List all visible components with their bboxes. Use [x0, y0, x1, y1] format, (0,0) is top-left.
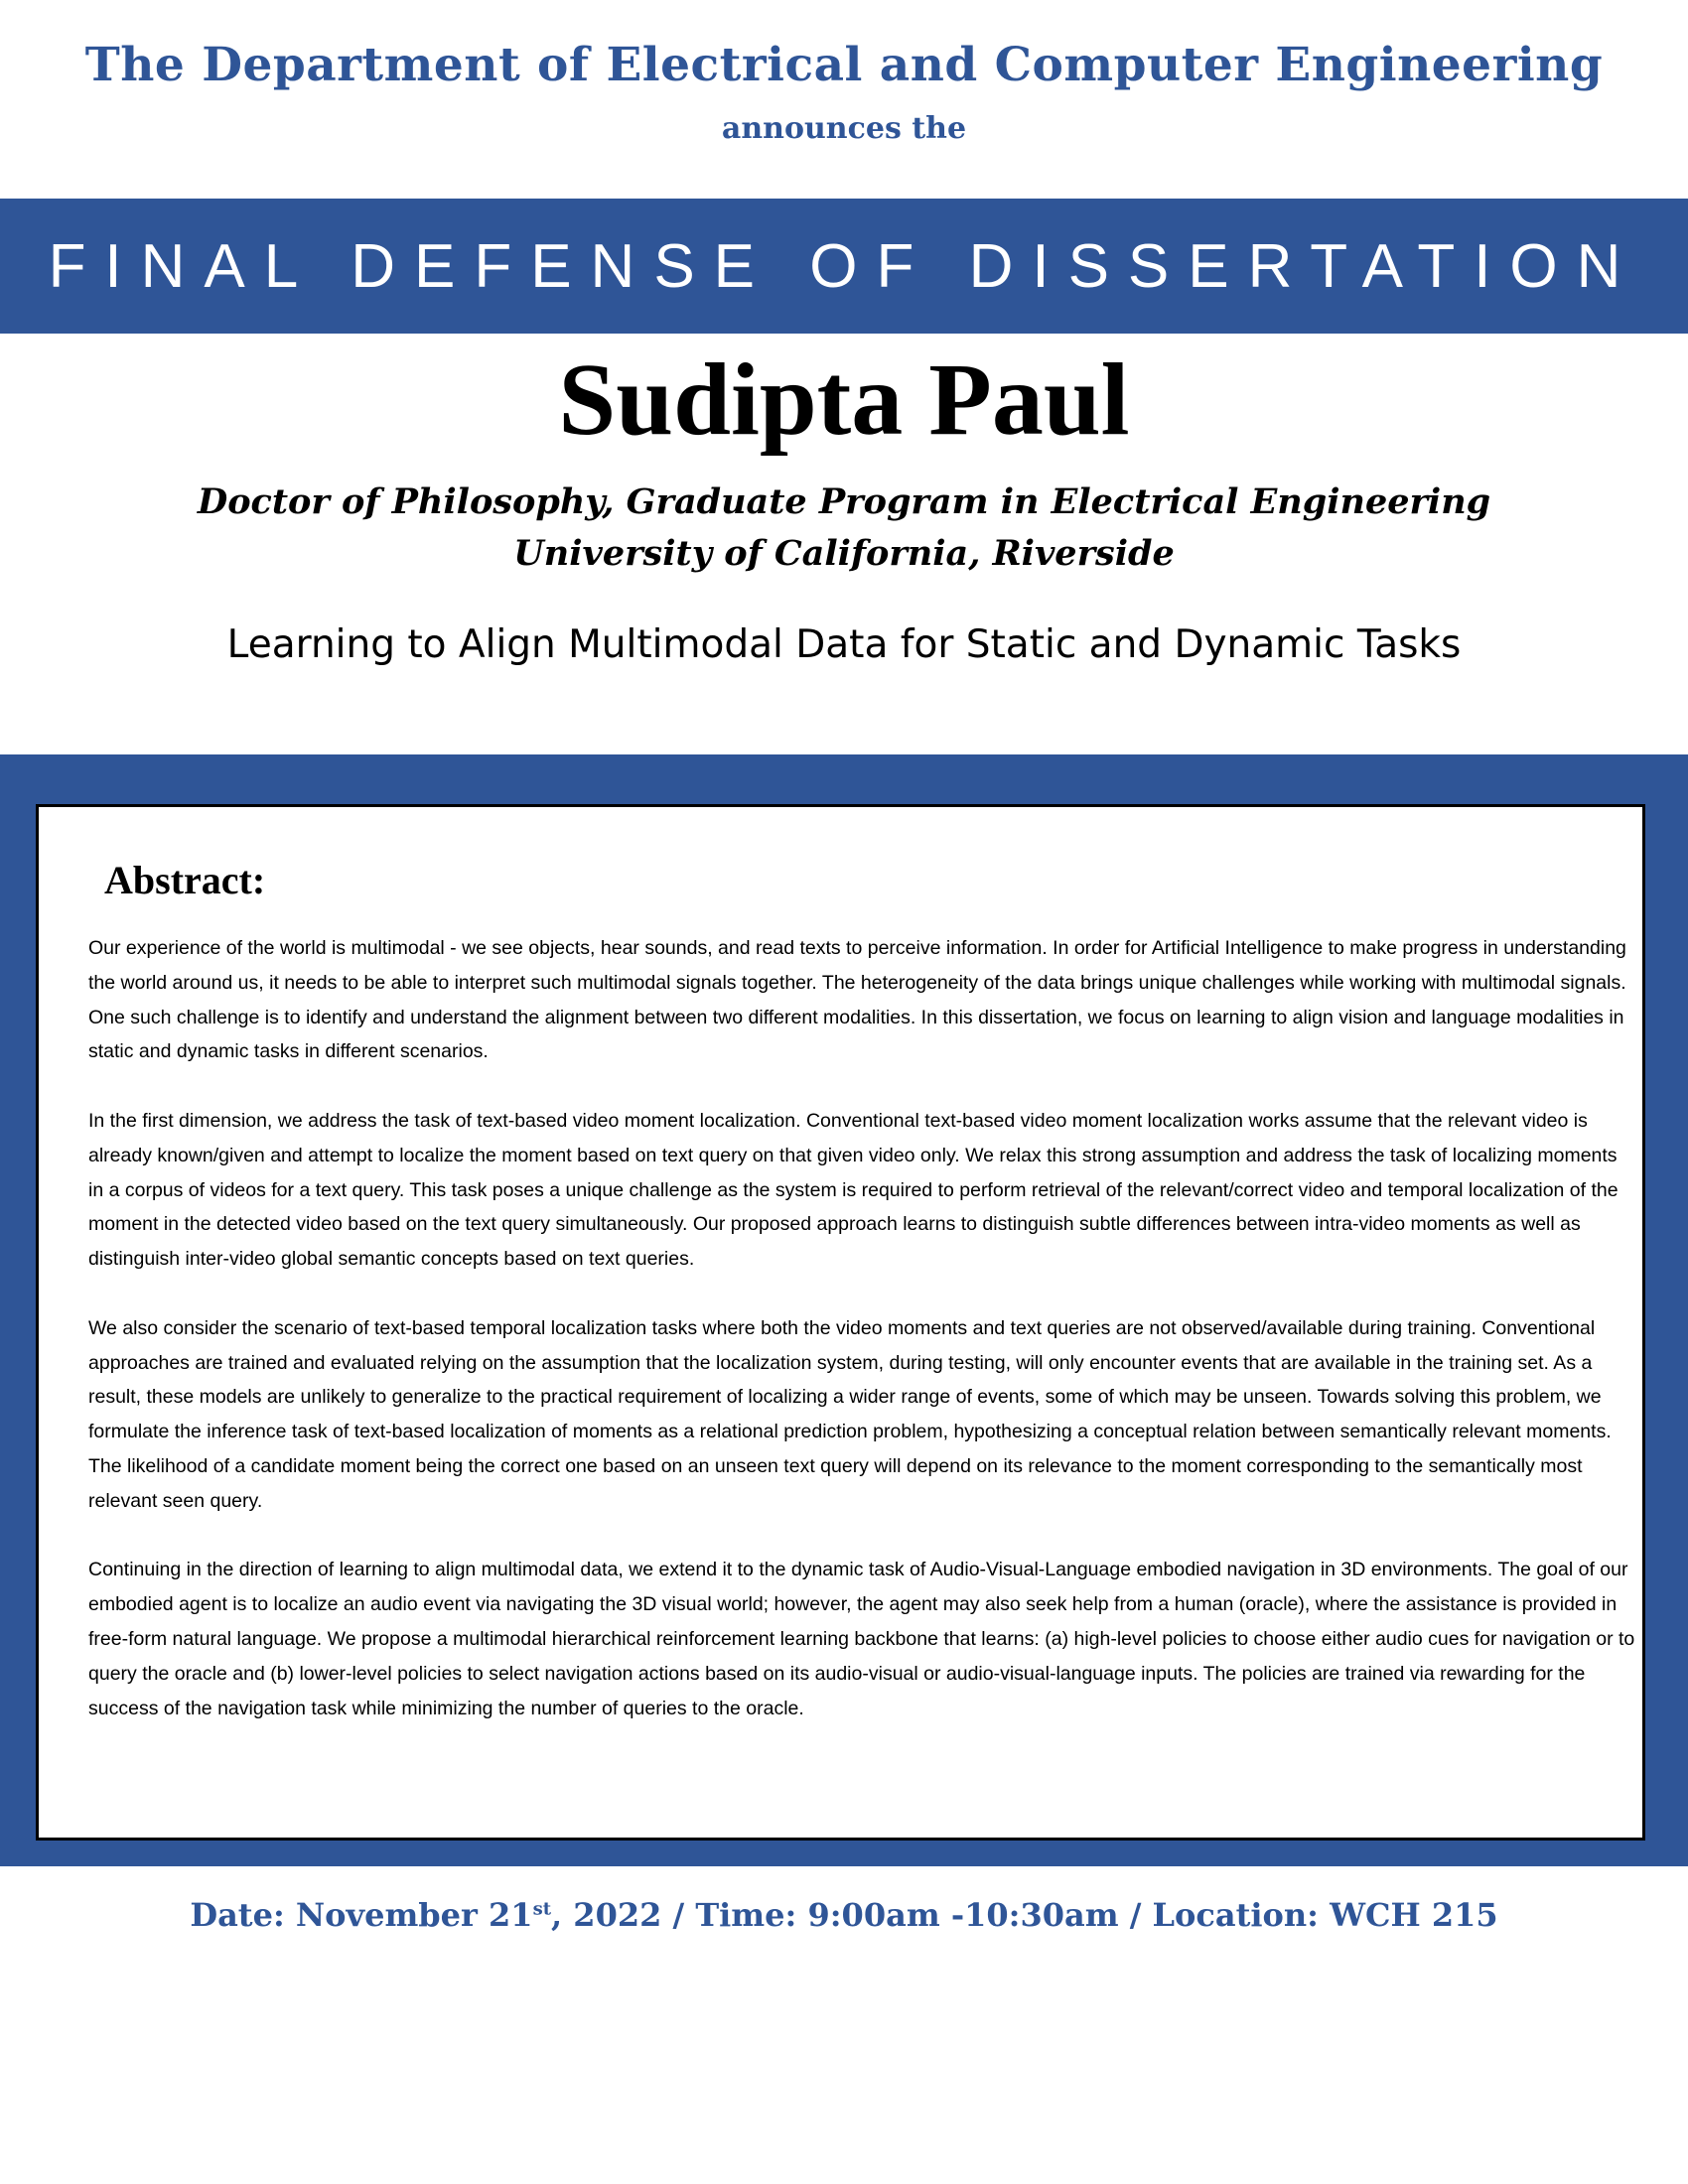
- event-time-location: , 2022 / Time: 9:00am -10:30am / Location: WCH 215: [551, 1896, 1498, 1934]
- date-ordinal-suffix: st: [532, 1898, 552, 1920]
- event-date: Date: November 21: [190, 1896, 533, 1934]
- department-heading: The Department of Electrical and Computer Engineering: [84, 38, 1604, 92]
- event-banner: [0, 199, 1688, 334]
- university-name: University of California, Riverside: [513, 533, 1175, 574]
- abstract-paragraph: Our experience of the world is multimodal - we see objects, hear sounds, and read texts to perceive information. In order for Artificial Intelligence to make progress in understanding the world around us, it needs to be able to interpret such multimodal signals together. The heterogeneity of the data brings unique challenges while working with multimodal signals. One such challenge is to identify and understand the alignment between two different modalities. In this dissertation, we focus on learning to align vision and language modalities in static and dynamic tasks in different scenarios.: [88, 937, 1626, 1063]
- dissertation-title: Learning to Align Multimodal Data for Static and Dynamic Tasks: [226, 622, 1462, 667]
- banner-text: FINAL DEFENSE OF DISSERTATION: [48, 231, 1640, 301]
- abstract-paragraph: In the first dimension, we address the task of text-based video moment localization. Conventional text-based video moment localization works assume that the relevant video is already known/given and attempt to localize the moment based on text query on that given video only. We relax this strong assumption and address the task of localizing moments in a corpus of videos for a text query. This task poses a unique challenge as the system is required to perform retrieval of the relevant/correct video and temporal localization of the moment in the detected video based on the text query simultaneously. Our proposed approach learns to distinguish subtle differences between intra-video moments as well as distinguish inter-video global semantic concepts based on text queries.: [88, 1109, 1618, 1271]
- degree-program: Doctor of Philosophy, Graduate Program in Electrical Engineering: [197, 481, 1491, 522]
- degree-block: [0, 477, 1688, 580]
- abstract-paragraph: We also consider the scenario of text-based temporal localization tasks where both the video moments and text queries are not observed/available during training. Conventional approaches are trained and evaluated relying on the assumption that the localization system, during testing, will only encounter events that are available in the training set. As a result, these models are unlikely to generalize to the practical requirement of localizing a wider range of events, some of which may be unseen. Towards solving this problem, we formulate the inference task of text-based localization of moments as a relational prediction problem, hypothesizing a conceptual relation between semantically relevant moments. The likelihood of a candidate moment being the correct one based on an unseen text query will depend on its relevance to the moment corresponding to the semantically most relevant seen query.: [88, 1316, 1612, 1512]
- abstract-body: [88, 931, 1637, 1760]
- event-details: [0, 1896, 1688, 1934]
- abstract-heading: Abstract:: [104, 858, 266, 902]
- abstract-box: [36, 804, 1645, 1841]
- abstract-paragraph: Continuing in the direction of learning to align multimodal data, we extend it to the dynamic task of Audio-Visual-Language embodied navigation in 3D environments. The goal of our embodied agent is to localize an audio event via navigating the 3D visual world; however, the agent may also seek help from a human (oracle), where the assistance is provided in free-form natural language. We propose a multimodal hierarchical reinforcement learning backbone that learns: (a) high-level policies to choose either audio cues for navigation or to query the oracle and (b) lower-level policies to select navigation actions based on its audio-visual or audio-visual-language inputs. The policies are trained via rewarding for the success of the navigation task while minimizing the number of queries to the oracle.: [88, 1559, 1635, 1719]
- announces-line: announces the: [721, 111, 967, 146]
- candidate-name: Sudipta Paul: [558, 342, 1130, 457]
